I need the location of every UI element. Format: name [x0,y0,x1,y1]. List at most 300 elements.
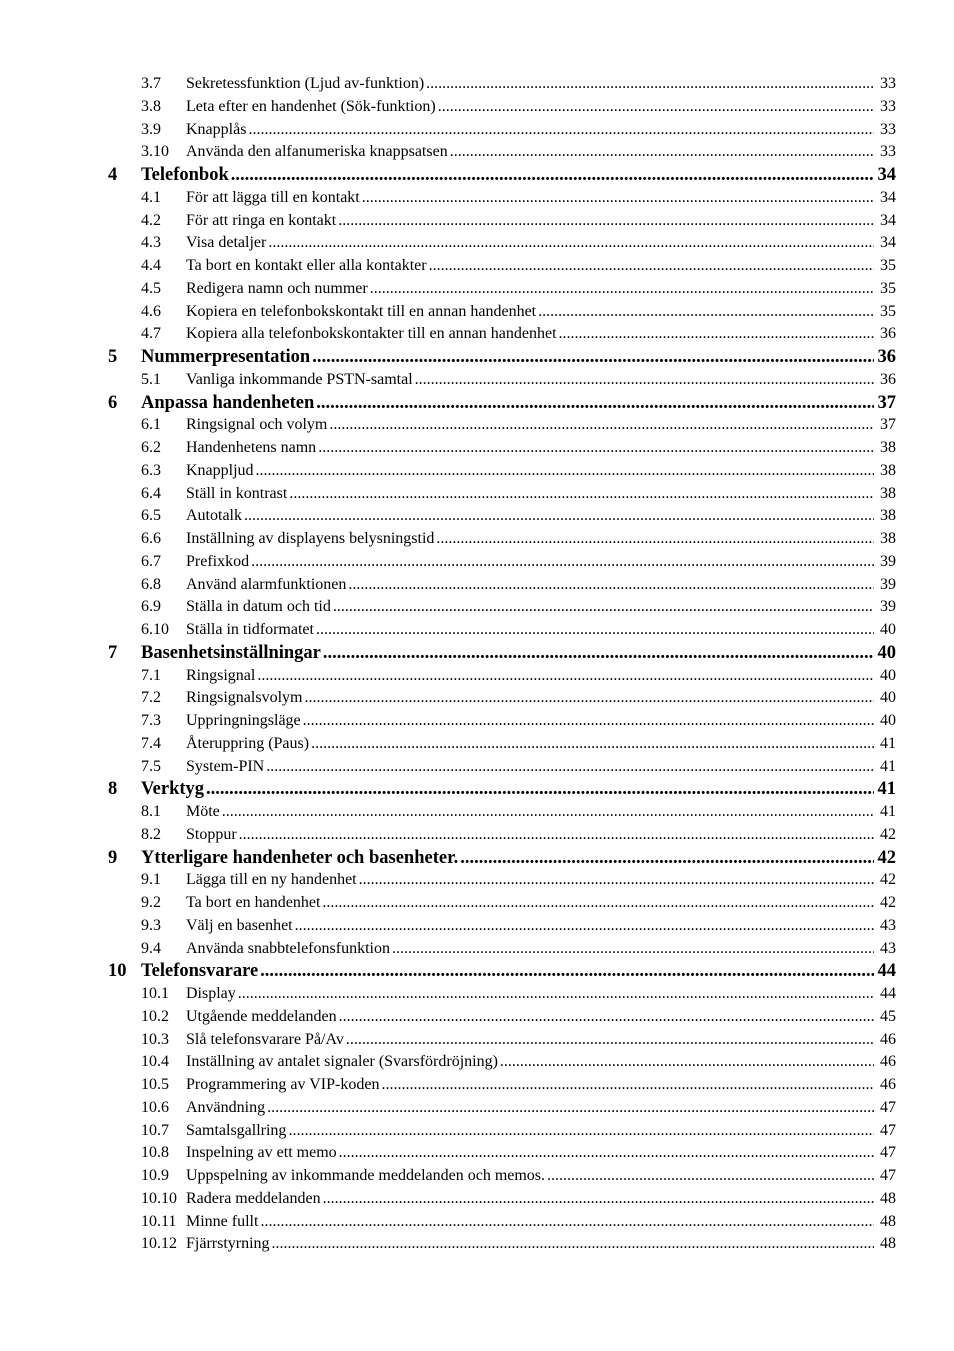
toc-entry-page-number: 34 [880,211,896,229]
toc-entry-leader [186,596,874,619]
toc-entry-title[interactable]: Ringsignalsvolym [186,687,304,709]
toc-entry-title[interactable]: Slå telefonsvarare På/Av [186,1029,346,1051]
toc-entry-title[interactable]: Samtalsgallring [186,1120,288,1142]
toc-entry-number: 7 [108,642,118,663]
dot-leader [323,1188,874,1210]
toc-entry-page-number: 40 [880,666,896,684]
toc-entry-number: 10.4 [141,1053,169,1071]
toc-section-entry[interactable] [0,619,954,642]
toc-entry-page-number: 42 [880,871,896,889]
dot-leader [322,892,874,914]
toc-section-entry[interactable] [0,756,954,779]
toc-entry-title[interactable]: Knappljud [186,460,256,482]
dot-leader [231,164,874,186]
toc-chapter-entry[interactable] [0,960,954,983]
dot-leader [359,869,874,891]
toc-entry-leader [186,528,874,551]
toc-entry-title[interactable]: Användning [186,1097,267,1119]
toc-section-entry[interactable] [0,938,954,961]
toc-entry-page-number: 35 [880,257,896,274]
toc-entry-number: 6.10 [141,621,169,638]
toc-entry-number: 9.4 [141,939,161,957]
toc-entry-number: 7.5 [141,757,161,775]
toc-entry-page-number: 37 [880,416,896,434]
toc-section-entry[interactable] [0,141,954,164]
toc-section-entry[interactable] [0,1029,954,1052]
dot-leader [429,255,874,277]
toc-entry-leader [186,232,874,255]
toc-entry-leader [141,346,874,369]
toc-entry-number: 6.1 [141,416,161,434]
toc-entry-number: 6.8 [141,575,161,593]
toc-entry-title[interactable]: Kopiera en telefonbokskontakt till en annan handenhet [186,301,538,323]
toc-entry-title[interactable]: Handenhetens namn [186,437,318,459]
dot-leader [316,619,874,641]
toc-entry-leader [186,915,874,938]
toc-entry-number: 10.10 [141,1189,177,1207]
toc-entry-number: 10.3 [141,1030,169,1048]
toc-entry-title[interactable]: Visa detaljer [186,232,268,254]
toc-entry-leader [186,1188,874,1211]
toc-entry-page-number: 33 [880,75,896,92]
toc-section-entry[interactable] [0,323,954,346]
toc-section-entry[interactable] [0,483,954,506]
toc-entry-title[interactable]: Telefonbok [141,165,229,185]
toc-entry-page-number: 40 [877,642,896,663]
toc-entry-page-number: 48 [880,1212,896,1230]
toc-section-entry[interactable] [0,278,954,301]
toc-entry-number: 5.1 [141,370,161,388]
toc-entry-title[interactable]: Anpassa handenheten [141,392,315,413]
toc-section-entry[interactable] [0,1097,954,1120]
toc-entry-title[interactable]: Ytterligare handenheter och basenheter. [141,847,459,868]
toc-entry-page-number: 42 [877,847,896,868]
toc-entry-title[interactable]: Inspelning av ett memo [186,1142,339,1164]
dot-leader [238,983,874,1005]
toc-entry-page-number: 35 [880,279,896,297]
toc-entry-page-number: 39 [880,575,896,593]
toc-entry-page-number: 38 [880,530,896,547]
toc-section-entry[interactable] [0,210,954,233]
dot-leader [289,483,874,505]
toc-entry-leader [186,619,874,642]
dot-leader [272,1233,874,1255]
dot-leader [559,323,874,345]
toc-entry-title[interactable]: Radera meddelanden [186,1188,323,1210]
toc-chapter-entry[interactable] [0,642,954,665]
toc-entry-number: 10.2 [141,1007,169,1025]
toc-entry-leader [186,710,874,733]
toc-entry-page-number: 40 [880,689,896,707]
toc-entry-number: 6 [108,392,118,413]
dot-leader [415,369,874,391]
toc-section-entry[interactable] [0,1165,954,1188]
dot-leader [311,733,874,755]
toc-entry-page-number: 41 [880,734,896,752]
toc-entry-page-number: 44 [880,985,896,1002]
toc-entry-title[interactable]: Använda snabbtelefonsfunktion [186,938,392,960]
dot-leader [538,301,874,323]
toc-entry-leader [186,437,874,460]
dot-leader [339,1142,874,1164]
dot-leader [547,1165,874,1187]
toc-entry-page-number: 48 [880,1189,896,1207]
toc-entry-leader [186,574,874,597]
toc-entry-number: 3.10 [141,143,169,161]
dot-leader [260,1211,874,1233]
toc-entry-number: 7.3 [141,712,161,729]
toc-entry-leader [141,960,874,983]
dot-leader [206,778,874,800]
toc-entry-title[interactable]: Nummerpresentation [141,347,311,367]
toc-entry-leader [186,551,874,574]
toc-entry-leader [186,414,874,437]
toc-entry-number: 7.2 [141,689,161,707]
toc-entry-title[interactable]: Vanliga inkommande PSTN-samtal [186,369,415,391]
toc-entry-page-number: 36 [877,347,896,367]
toc-entry-number: 6.2 [141,439,161,456]
toc-entry-page-number: 43 [880,916,896,934]
toc-entry-title[interactable]: Prefixkod [186,551,251,573]
toc-entry-number: 4.2 [141,211,161,229]
toc-entry-number: 8.1 [141,803,161,820]
toc-entry-leader [186,483,874,506]
toc-entry-leader [141,392,874,415]
toc-entry-leader [141,778,874,801]
dot-leader [248,119,874,141]
toc-entry-number: 6.5 [141,507,161,525]
toc-entry-leader [186,301,874,324]
toc-entry-leader [186,1097,874,1120]
dot-leader [339,1006,874,1028]
toc-chapter-entry[interactable] [0,392,954,415]
toc-section-entry[interactable] [0,96,954,119]
toc-section-entry[interactable] [0,187,954,210]
toc-entry-number: 8.2 [141,825,161,843]
toc-entry-leader [186,323,874,346]
toc-entry-leader [186,96,874,119]
table-of-contents [0,73,954,1256]
toc-entry-title[interactable]: Ta bort en handenhet [186,892,322,914]
toc-entry-leader [186,1142,874,1165]
toc-entry-leader [186,141,874,164]
toc-entry-page-number: 39 [880,598,896,616]
toc-entry-leader [186,1074,874,1097]
toc-entry-leader [186,1120,874,1143]
toc-entry-leader [186,255,874,278]
toc-entry-number: 4.1 [141,188,161,206]
toc-entry-number: 3.9 [141,120,161,138]
toc-section-entry[interactable] [0,801,954,824]
toc-entry-page-number: 33 [880,97,896,115]
toc-entry-leader [186,733,874,756]
toc-entry-page-number: 33 [880,143,896,161]
toc-entry-title[interactable]: Autotalk [186,505,244,527]
toc-entry-page-number: 47 [880,1121,896,1139]
toc-entry-title[interactable]: Inställning av antalet signaler (Svarsfördröjning) [186,1051,500,1073]
dot-leader [304,687,874,709]
toc-entry-title[interactable]: Knapplås [186,119,248,141]
toc-entry-number: 4.6 [141,302,161,320]
toc-section-entry[interactable] [0,710,954,733]
dot-leader [348,574,874,596]
toc-entry-title[interactable]: Ta bort en kontakt eller alla kontakter [186,255,429,277]
toc-entry-title[interactable]: Utgående meddelanden [186,1006,339,1028]
toc-section-entry[interactable] [0,892,954,915]
dot-leader [426,73,874,95]
toc-entry-leader [186,1051,874,1074]
toc-entry-page-number: 48 [880,1235,896,1253]
toc-entry-title[interactable]: Programmering av VIP-koden [186,1074,381,1096]
toc-section-entry[interactable] [0,983,954,1006]
toc-entry-page-number: 34 [877,165,896,185]
toc-chapter-entry[interactable] [0,847,954,870]
toc-entry-leader [186,73,874,96]
toc-entry-number: 10.11 [141,1212,177,1230]
toc-entry-number: 4.7 [141,325,161,343]
toc-entry-title[interactable]: Lägga till en ny handenhet [186,869,359,891]
toc-entry-page-number: 47 [880,1098,896,1116]
toc-entry-page-number: 40 [880,712,896,729]
toc-entry-page-number: 38 [880,484,896,502]
dot-leader [295,915,874,937]
dot-leader [500,1051,874,1073]
toc-section-entry[interactable] [0,437,954,460]
dot-leader [392,938,874,960]
toc-section-entry[interactable] [0,369,954,392]
toc-entry-title[interactable]: Uppringningsläge [186,710,303,732]
dot-leader [222,801,874,823]
toc-section-entry[interactable] [0,1233,954,1256]
toc-section-entry[interactable] [0,574,954,597]
toc-entry-number: 4.3 [141,234,161,252]
toc-section-entry[interactable] [0,255,954,278]
toc-section-entry[interactable] [0,1188,954,1211]
toc-entry-title[interactable]: System-PIN [186,756,266,778]
toc-section-entry[interactable] [0,915,954,938]
toc-entry-page-number: 41 [880,803,896,820]
toc-section-entry[interactable] [0,1006,954,1029]
toc-entry-leader [186,665,874,688]
toc-entry-number: 10.1 [141,985,169,1002]
dot-leader [370,278,874,300]
toc-entry-leader [186,824,874,847]
toc-section-entry[interactable] [0,687,954,710]
toc-entry-page-number: 37 [877,392,896,413]
toc-section-entry[interactable] [0,1051,954,1074]
toc-entry-number: 3.8 [141,97,161,115]
toc-entry-leader [186,460,874,483]
toc-entry-number: 6.7 [141,552,161,570]
toc-entry-leader [186,505,874,528]
toc-entry-page-number: 42 [880,825,896,843]
toc-entry-number: 10.9 [141,1167,169,1184]
toc-entry-leader [141,164,874,187]
toc-entry-page-number: 45 [880,1007,896,1025]
toc-entry-title[interactable]: Möte [186,801,222,823]
toc-entry-leader [186,278,874,301]
toc-entry-page-number: 46 [880,1076,896,1093]
toc-entry-title[interactable]: För att lägga till en kontakt [186,187,362,209]
toc-entry-leader [186,983,874,1006]
toc-chapter-entry[interactable] [0,164,954,187]
toc-section-entry[interactable] [0,460,954,483]
toc-entry-page-number: 42 [880,894,896,911]
toc-entry-number: 7.4 [141,734,161,752]
toc-section-entry[interactable] [0,73,954,96]
toc-entry-title[interactable]: Använd alarmfunktionen [186,574,348,596]
toc-entry-title[interactable]: Välj en basenhet [186,915,295,937]
toc-entry-number: 6.4 [141,484,161,502]
toc-entry-title[interactable]: Ställa in tidformatet [186,619,316,641]
toc-entry-page-number: 38 [880,507,896,525]
dot-leader [251,551,874,573]
toc-entry-title[interactable]: Ställ in kontrast [186,483,289,505]
toc-entry-number: 10.6 [141,1098,169,1116]
toc-section-entry[interactable] [0,1211,954,1234]
dot-leader [257,665,874,687]
toc-entry-number: 10 [108,961,127,982]
dot-leader [333,596,874,618]
toc-entry-leader [186,210,874,233]
toc-entry-leader [186,869,874,892]
toc-entry-page-number: 44 [877,961,896,982]
dot-leader [438,96,874,118]
toc-section-entry[interactable] [0,733,954,756]
toc-entry-number: 9.1 [141,871,161,889]
toc-entry-leader [186,1029,874,1052]
toc-entry-leader [186,1233,874,1256]
toc-entry-page-number: 35 [880,302,896,320]
toc-entry-number: 9 [108,847,118,868]
toc-entry-number: 10.7 [141,1121,169,1139]
toc-entry-number: 7.1 [141,666,161,684]
dot-leader [450,141,874,163]
dot-leader [256,460,874,482]
toc-entry-number: 6.3 [141,461,161,479]
toc-section-entry[interactable] [0,1074,954,1097]
dot-leader [329,414,874,436]
toc-section-entry[interactable] [0,505,954,528]
toc-entry-number: 5 [108,347,118,367]
dot-leader [318,437,874,459]
toc-entry-leader [186,892,874,915]
toc-entry-title[interactable]: Stoppur [186,824,239,846]
toc-section-entry[interactable] [0,301,954,324]
toc-entry-number: 4 [108,165,118,185]
toc-entry-title[interactable]: Sekretessfunktion (Ljud av-funktion) [186,73,426,95]
toc-entry-number: 4.5 [141,279,161,297]
dot-leader [346,1029,874,1051]
toc-entry-leader [186,938,874,961]
dot-leader [338,210,874,232]
toc-section-entry[interactable] [0,869,954,892]
toc-entry-page-number: 38 [880,439,896,456]
toc-section-entry[interactable] [0,596,954,619]
toc-entry-title[interactable]: Kopiera alla telefonbokskontakter till en annan handenhet [186,323,559,345]
toc-entry-page-number: 47 [880,1144,896,1162]
toc-section-entry[interactable] [0,119,954,142]
toc-entry-number: 6.9 [141,598,161,616]
toc-entry-leader [186,187,874,210]
toc-section-entry[interactable] [0,824,954,847]
toc-entry-title[interactable]: Använda den alfanumeriska knappsatsen [186,141,450,163]
toc-section-entry[interactable] [0,232,954,255]
toc-entry-title[interactable]: Ringsignal [186,665,257,687]
toc-entry-title[interactable]: Redigera namn och nummer [186,278,370,300]
toc-chapter-entry[interactable] [0,346,954,369]
toc-entry-title[interactable]: Minne fullt [186,1211,260,1233]
toc-entry-page-number: 34 [880,234,896,252]
dot-leader [260,960,874,982]
toc-section-entry[interactable] [0,528,954,551]
toc-entry-title[interactable]: Verktyg [141,779,205,800]
dot-leader [323,642,874,664]
toc-section-entry[interactable] [0,1142,954,1165]
toc-section-entry[interactable] [0,1120,954,1143]
toc-entry-page-number: 34 [880,188,896,206]
toc-entry-page-number: 33 [880,120,896,138]
toc-entry-leader [186,1165,874,1188]
toc-entry-title[interactable]: Inställning av displayens belysningstid [186,528,436,550]
toc-entry-number: 6.6 [141,530,161,547]
toc-entry-title[interactable]: Återuppring (Paus) [186,733,311,755]
toc-entry-title[interactable]: För att ringa en kontakt [186,210,338,232]
toc-entry-page-number: 47 [880,1167,896,1184]
toc-section-entry[interactable] [0,414,954,437]
dot-leader [288,1120,874,1142]
toc-entry-page-number: 41 [880,757,896,775]
toc-entry-title[interactable]: Fjärrstyrning [186,1233,272,1255]
dot-leader [268,232,874,254]
toc-entry-title[interactable]: Display [186,983,238,1005]
toc-entry-leader [186,801,874,824]
dot-leader [267,1097,874,1119]
dot-leader [436,528,874,550]
toc-chapter-entry[interactable] [0,778,954,801]
toc-entry-number: 10.5 [141,1076,169,1093]
dot-leader [381,1074,874,1096]
toc-entry-leader [186,1006,874,1029]
toc-entry-title[interactable]: Basenhetsinställningar [141,642,321,663]
toc-entry-number: 4.4 [141,257,161,274]
toc-entry-title[interactable]: Ställa in datum och tid [186,596,333,618]
toc-entry-number: 10.12 [141,1235,177,1253]
toc-entry-page-number: 40 [880,621,896,638]
dot-leader [460,847,874,869]
toc-entry-title[interactable]: Ringsignal och volym [186,414,329,436]
toc-entry-page-number: 36 [880,370,896,388]
toc-entry-title[interactable]: Telefonsvarare [141,961,259,982]
toc-section-entry[interactable] [0,665,954,688]
toc-entry-leader [186,119,874,142]
toc-entry-title[interactable]: Leta efter en handenhet (Sök-funktion) [186,96,438,118]
toc-entry-page-number: 39 [880,552,896,570]
toc-entry-leader [141,847,874,870]
dot-leader [303,710,874,732]
dot-leader [244,505,874,527]
toc-entry-leader [186,369,874,392]
toc-entry-number: 9.3 [141,916,161,934]
toc-entry-page-number: 41 [877,779,896,800]
toc-section-entry[interactable] [0,551,954,574]
toc-entry-number: 8 [108,779,118,800]
toc-entry-title[interactable]: Uppspelning av inkommande meddelanden och memos. [186,1165,547,1187]
toc-entry-leader [186,687,874,710]
toc-entry-page-number: 46 [880,1053,896,1071]
toc-entry-page-number: 46 [880,1030,896,1048]
dot-leader [312,346,874,368]
